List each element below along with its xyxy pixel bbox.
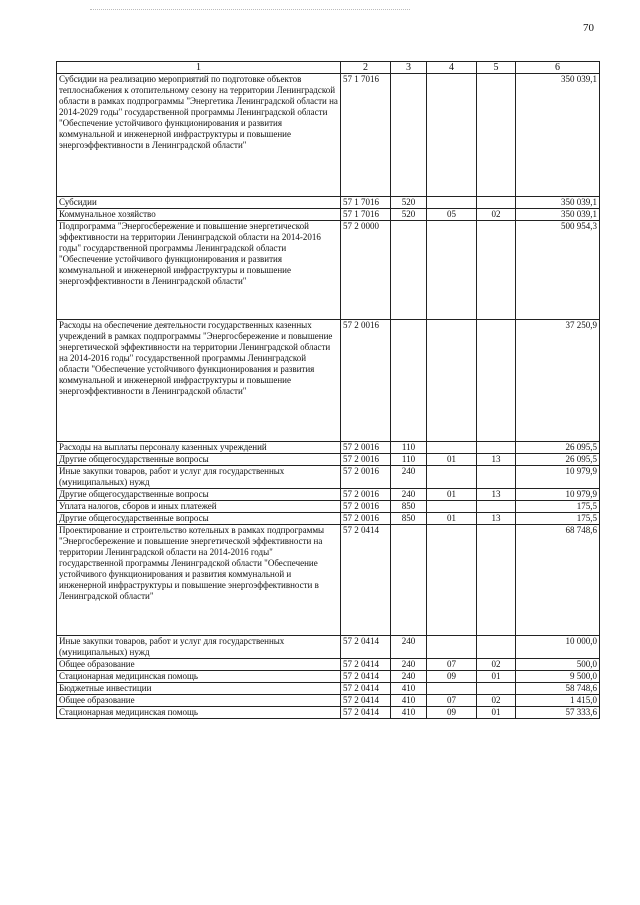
row-name: Другие общегосударственные вопросы	[57, 513, 341, 525]
row-subsection: 02	[477, 209, 516, 221]
table-row	[57, 659, 600, 671]
header-col-6: 6	[516, 62, 600, 74]
row-amount: 10 979,9	[516, 466, 600, 489]
row-target-code: 57 2 0016	[341, 501, 391, 513]
row-name: Другие общегосударственные вопросы	[57, 454, 341, 466]
header-col-5: 5	[477, 62, 516, 74]
table-row	[57, 683, 600, 695]
row-subsection	[477, 74, 516, 197]
row-section: 01	[427, 454, 477, 466]
row-section	[427, 525, 477, 636]
table-row	[57, 466, 600, 489]
table-row	[57, 454, 600, 466]
row-expense-type	[391, 74, 427, 197]
table-row	[57, 636, 600, 659]
row-name: Расходы на выплаты персоналу казенных учреждений	[57, 442, 341, 454]
header-col-1: 1	[57, 62, 341, 74]
row-expense-type: 240	[391, 489, 427, 501]
row-subsection	[477, 501, 516, 513]
row-amount: 350 039,1	[516, 74, 600, 197]
row-expense-type: 240	[391, 671, 427, 683]
row-amount: 175,5	[516, 513, 600, 525]
table-row	[57, 221, 600, 320]
row-amount: 10 000,0	[516, 636, 600, 659]
row-subsection	[477, 466, 516, 489]
row-name: Субсидии	[57, 197, 341, 209]
row-subsection: 13	[477, 513, 516, 525]
scan-artifact-line	[90, 9, 410, 10]
table-row	[57, 209, 600, 221]
table-row	[57, 707, 600, 719]
table-row	[57, 74, 600, 197]
table-row	[57, 513, 600, 525]
row-expense-type: 410	[391, 683, 427, 695]
table-row	[57, 525, 600, 636]
row-target-code: 57 1 7016	[341, 197, 391, 209]
row-target-code: 57 1 7016	[341, 74, 391, 197]
row-name: Общее образование	[57, 695, 341, 707]
row-subsection: 13	[477, 489, 516, 501]
row-name: Уплата налогов, сборов и иных платежей	[57, 501, 341, 513]
row-section	[427, 442, 477, 454]
row-expense-type: 520	[391, 197, 427, 209]
row-section	[427, 466, 477, 489]
row-name: Общее образование	[57, 659, 341, 671]
row-subsection	[477, 221, 516, 320]
row-expense-type: 240	[391, 636, 427, 659]
row-subsection	[477, 320, 516, 442]
row-subsection: 01	[477, 707, 516, 719]
row-section: 01	[427, 489, 477, 501]
budget-table-body	[57, 62, 600, 719]
row-subsection: 02	[477, 659, 516, 671]
row-section: 05	[427, 209, 477, 221]
table-row	[57, 442, 600, 454]
row-section: 09	[427, 707, 477, 719]
row-target-code: 57 2 0414	[341, 671, 391, 683]
row-name: Проектирование и строительство котельных в рамках подпрограммы "Энергосбережение и повышение энергетической эффективности на территории Ленинградской области на 2014-2016 годы" государственной программы Ленинградской области "Обеспечение устойчивого функционирования и развития коммунальной и инженерной инфраструктуры и повышение энергоэффективности в Ленинградской области"	[57, 525, 341, 636]
row-section	[427, 221, 477, 320]
row-section	[427, 74, 477, 197]
row-name: Другие общегосударственные вопросы	[57, 489, 341, 501]
row-target-code: 57 2 0016	[341, 320, 391, 442]
row-amount: 57 333,6	[516, 707, 600, 719]
row-expense-type: 520	[391, 209, 427, 221]
row-target-code: 57 2 0016	[341, 489, 391, 501]
row-target-code: 57 2 0016	[341, 466, 391, 489]
row-name: Коммунальное хозяйство	[57, 209, 341, 221]
header-row	[57, 62, 600, 74]
row-name: Иные закупки товаров, работ и услуг для государственных (муниципальных) нужд	[57, 636, 341, 659]
table-row	[57, 320, 600, 442]
row-target-code: 57 2 0414	[341, 659, 391, 671]
row-amount: 350 039,1	[516, 197, 600, 209]
row-name: Подпрограмма "Энергосбережение и повышение энергетической эффективности на территории Ленинградской области на 2014-2016 годы" государственной программы Ленинградской области "Обеспечение устойчивого функционирования и развития коммунальной и инженерной инфраструктуры и повышение энергоэффективности в Ленинградской области"	[57, 221, 341, 320]
row-amount: 10 979,9	[516, 489, 600, 501]
row-target-code: 57 2 0016	[341, 513, 391, 525]
row-amount: 9 500,0	[516, 671, 600, 683]
row-target-code: 57 2 0414	[341, 683, 391, 695]
row-expense-type: 240	[391, 466, 427, 489]
table-row	[57, 501, 600, 513]
row-amount: 175,5	[516, 501, 600, 513]
row-subsection	[477, 683, 516, 695]
row-section	[427, 683, 477, 695]
table-row	[57, 695, 600, 707]
row-amount: 26 095,5	[516, 442, 600, 454]
row-amount: 37 250,9	[516, 320, 600, 442]
row-section: 01	[427, 513, 477, 525]
row-section	[427, 320, 477, 442]
row-expense-type: 410	[391, 707, 427, 719]
row-section	[427, 197, 477, 209]
header-col-2: 2	[341, 62, 391, 74]
row-target-code: 57 2 0414	[341, 525, 391, 636]
row-subsection: 01	[477, 671, 516, 683]
row-amount: 1 415,0	[516, 695, 600, 707]
row-expense-type: 410	[391, 695, 427, 707]
row-subsection: 13	[477, 454, 516, 466]
budget-table	[56, 61, 600, 719]
row-name: Стационарная медицинская помощь	[57, 671, 341, 683]
row-name: Бюджетные инвестиции	[57, 683, 341, 695]
row-section: 07	[427, 695, 477, 707]
row-expense-type: 110	[391, 442, 427, 454]
row-target-code: 57 2 0414	[341, 636, 391, 659]
row-target-code: 57 1 7016	[341, 209, 391, 221]
row-name: Иные закупки товаров, работ и услуг для государственных (муниципальных) нужд	[57, 466, 341, 489]
table-row	[57, 489, 600, 501]
row-target-code: 57 2 0414	[341, 695, 391, 707]
row-amount: 500 954,3	[516, 221, 600, 320]
row-subsection	[477, 197, 516, 209]
page-number: 70	[583, 22, 594, 34]
row-expense-type	[391, 221, 427, 320]
row-target-code: 57 2 0414	[341, 707, 391, 719]
row-name: Стационарная медицинская помощь	[57, 707, 341, 719]
table-row	[57, 671, 600, 683]
row-expense-type: 850	[391, 513, 427, 525]
row-target-code: 57 2 0016	[341, 454, 391, 466]
row-section	[427, 501, 477, 513]
row-amount: 26 095,5	[516, 454, 600, 466]
row-subsection	[477, 525, 516, 636]
row-target-code: 57 2 0000	[341, 221, 391, 320]
row-subsection	[477, 442, 516, 454]
row-expense-type: 850	[391, 501, 427, 513]
header-col-4: 4	[427, 62, 477, 74]
row-name: Субсидии на реализацию мероприятий по подготовке объектов теплоснабжения к отопительному сезону на территории Ленинградской области в рамках подпрограммы "Энергетика Ленинградской области на 2014-2029 годы" государственной программы Ленинградской области "Обеспечение устойчивого функционирования и развития коммунальной и инженерной инфраструктуры и повышение энергоэффективности в Ленинградской области"	[57, 74, 341, 197]
row-subsection	[477, 636, 516, 659]
row-expense-type	[391, 320, 427, 442]
table-row	[57, 197, 600, 209]
row-expense-type	[391, 525, 427, 636]
row-section	[427, 636, 477, 659]
row-amount: 58 748,6	[516, 683, 600, 695]
header-col-3: 3	[391, 62, 427, 74]
row-amount: 350 039,1	[516, 209, 600, 221]
row-amount: 500,0	[516, 659, 600, 671]
row-expense-type: 240	[391, 659, 427, 671]
row-subsection: 02	[477, 695, 516, 707]
row-section: 09	[427, 671, 477, 683]
row-expense-type: 110	[391, 454, 427, 466]
row-section: 07	[427, 659, 477, 671]
row-name: Расходы на обеспечение деятельности государственных казенных учреждений в рамках подпрограммы "Энергосбережение и повышение энергетической эффективности на территории Ленинградской области на 2014-2016 годы" государственной программы Ленинградской области "Обеспечение устойчивого функционирования и развития коммунальной и инженерной инфраструктуры и повышение энергоэффективности в Ленинградской области"	[57, 320, 341, 442]
row-amount: 68 748,6	[516, 525, 600, 636]
row-target-code: 57 2 0016	[341, 442, 391, 454]
